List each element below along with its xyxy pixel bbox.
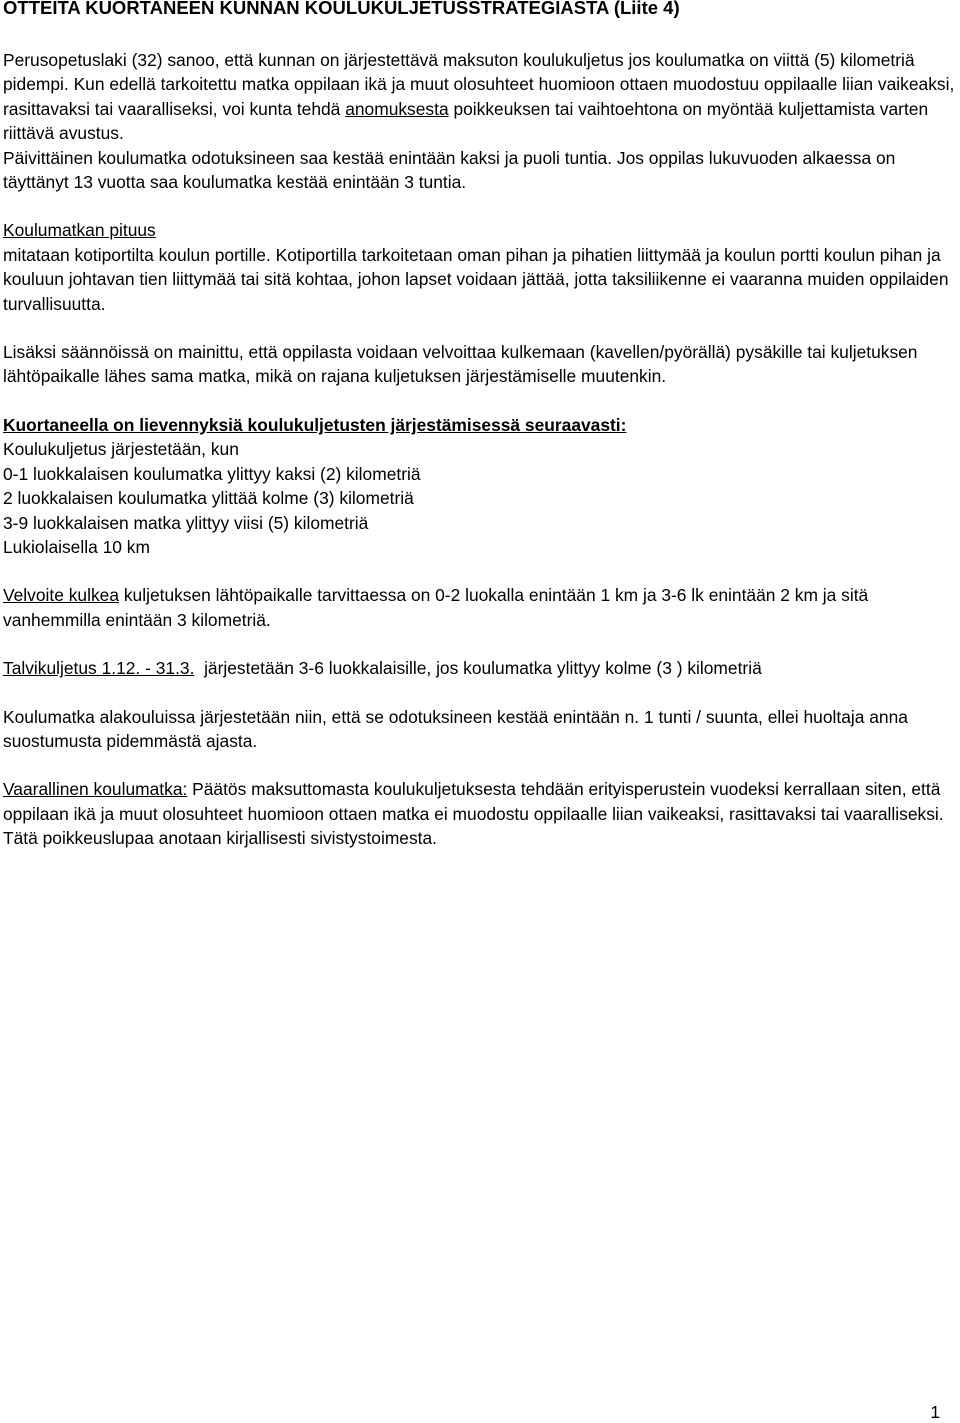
intro-part2: 32) sanoo, että kunnan on järjestettävä maksuton koulukuljetus jos koulumatka on viittä (5) kilometriä pidempi. Kun edellä tarkoitettu matka oppilaan ikä ja muut olosuhteet huomioon ottaen muodostuu oppilaalle liian vaikeaksi, rasittavaksi tai vaaralliseksi, voi kunta tehdä	[3, 50, 955, 119]
length-heading-line	[3, 218, 957, 242]
list-item: 2 luokkalaisen koulumatka ylittää kolme (3) kilometriä	[3, 488, 414, 509]
dangerous-paragraph	[3, 777, 957, 850]
intro-underlined-word: anomuksesta	[345, 98, 449, 119]
obligation-text: kuljetuksen lähtöpaikalle tarvittaessa on 0-2 luokalla enintään 1 km ja 3-6 lk enintään 2 km ja sitä vanhemmilla enintään 3 kilometriä.	[3, 585, 869, 630]
obligation-label: Velvoite kulkea	[3, 585, 120, 606]
list-item: Lukiolaisella 10 km	[3, 536, 150, 557]
relief-heading-line	[3, 413, 957, 437]
rules-paragraph: Lisäksi säännöissä on mainittu, että oppilasta voidaan velvoittaa kulkemaan (kavellen/pyörällä) pysäkille tai kuljetuksen lähtöpaikalle lähes sama matka, mikä on rajana kuljetuksen järjestämiselle muutenkin.	[3, 342, 918, 387]
age13-duration-text: Jos oppilas lukuvuoden alkaessa on täyttänyt 13 vuotta saa koulumatka kestää enintään 3 tuntia.	[3, 147, 896, 193]
winter-text: järjestetään 3-6 luokkalaisille, jos koulumatka ylittyy kolme (3 ) kilometriä	[194, 658, 762, 679]
page-number: 1	[930, 1402, 940, 1422]
relief-list	[3, 437, 957, 559]
document-page	[3, 0, 957, 851]
dangerous-text: Päätös maksuttomasta koulukuljetuksesta tehdään erityisperustein vuodeksi kerrallaan siten, että oppilaan ikä ja muut olosuhteet huomioon ottaen matka ei muodostu oppilaalle liian vaikeaksi, rasittavaksi tai vaaralliseksi. Tätä poikkeuslupaa anotaan kirjallisesti sivistystoimesta.	[3, 779, 944, 849]
length-definition: Kotiportilla tarkoitetaan oman pihan ja pihatien liittymää ja koulun portti koulun pihan ja kouluun johtavan tien liittymää tai sitä kohtaa, johon lapset voidaan jättää, jotta taksiliikenne ei vaaranna muiden oppilaiden turvallisuutta.	[3, 244, 949, 314]
length-measured: mitataan kotiportilta koulun portille.	[3, 244, 271, 265]
length-paragraph	[3, 243, 957, 316]
list-item: 3-9 luokkalaisen matka ylittyy viisi (5) kilometriä	[3, 512, 369, 533]
dangerous-label: Vaarallinen koulumatka:	[3, 779, 188, 800]
winter-paragraph	[3, 656, 957, 680]
daily-duration-paragraph	[3, 146, 957, 195]
lower-school-paragraph: Koulumatka alakouluissa järjestetään niin, että se odotuksineen kestää enintään n. 1 tunti / suunta, ellei huoltaja anna suostumusta pidemmästä ajasta.	[3, 706, 908, 751]
intro-paragraph	[3, 48, 957, 146]
list-item: 0-1 luokkalaisen koulumatka ylittyy kaksi (2) kilometriä	[3, 463, 421, 484]
list-item: Koulukuljetus järjestetään, kun	[3, 439, 239, 460]
obligation-paragraph	[3, 583, 957, 632]
relief-heading: Kuortaneella on lievennyksiä koulukuljetusten järjestämisessä seuraavasti:	[3, 414, 627, 435]
length-heading: Koulumatkan pituus	[3, 220, 156, 241]
daily-duration-text: Päivittäinen koulumatka odotuksineen saa kestää enintään kaksi ja puoli tuntia.	[3, 147, 613, 168]
winter-label: Talvikuljetus 1.12. - 31.3.	[3, 658, 195, 679]
document-title: OTTEITA KUORTANEEN KUNNAN KOULUKULJETUSSTRATEGIASTA (Liite 4)	[3, 0, 680, 18]
intro-part3: poikkeuksen tai vaihtoehtona on myöntää kuljettamista varten riittävä avustus.	[3, 98, 929, 144]
intro-part1: Perusopetuslaki (	[3, 50, 138, 70]
